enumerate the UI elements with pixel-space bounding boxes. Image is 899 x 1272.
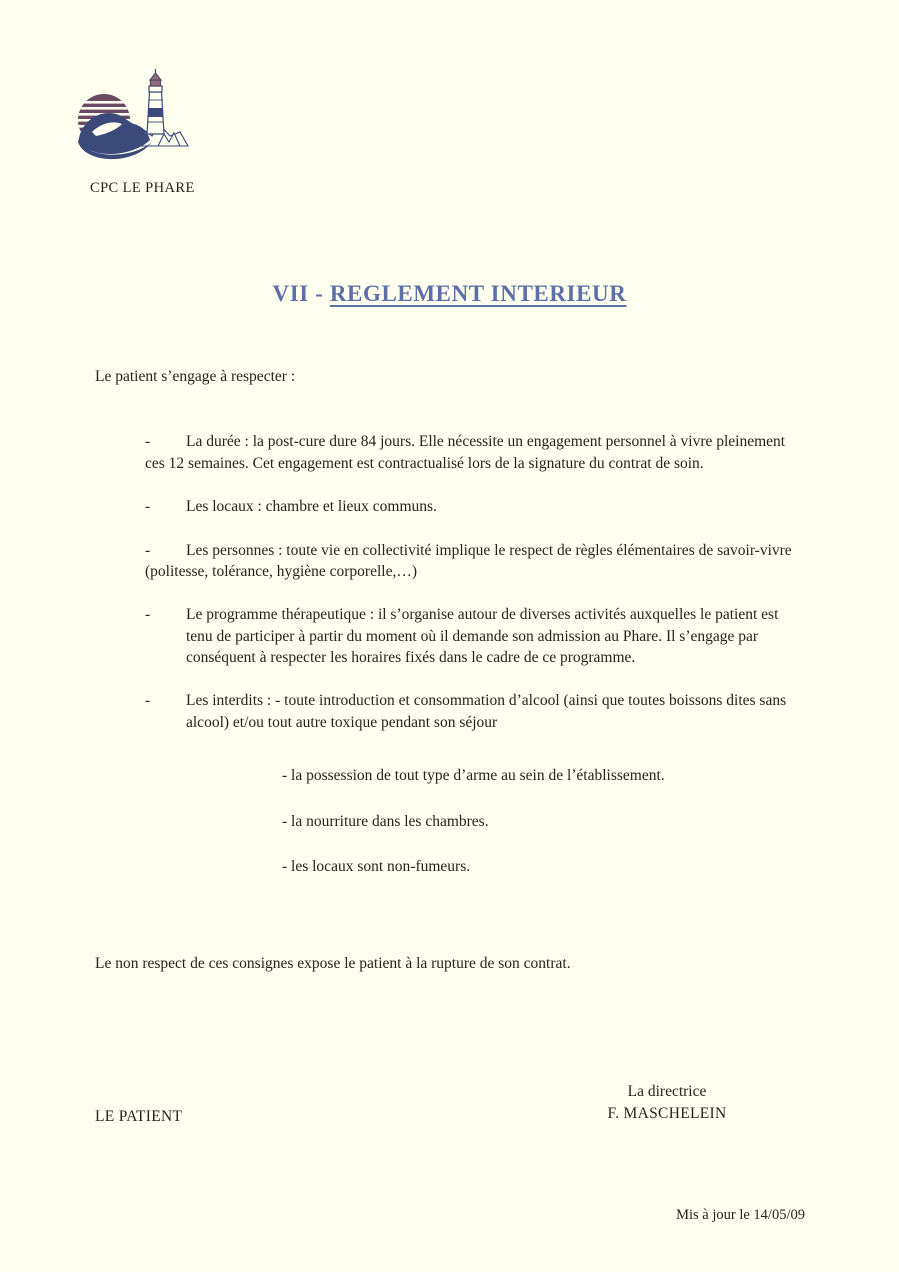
prohibitions-sublist <box>282 765 800 877</box>
list-item-text: Les personnes : toute vie en collectivité implique le respect de règles élémentaires de savoir-vivre (politesse, tolérance, hygiène corporelle,…) <box>145 541 792 580</box>
list-item <box>145 431 800 474</box>
director-signature <box>587 1083 747 1123</box>
list-item <box>145 604 800 668</box>
sublist-item: - les locaux sont non-fumeurs. <box>282 857 471 875</box>
director-role: La directrice <box>627 1083 707 1100</box>
list-item-text: Les locaux : chambre et lieux communs. <box>186 498 437 516</box>
lighthouse-sun-wave-logo <box>72 62 197 174</box>
title-number: VII - <box>272 281 330 307</box>
sublist-item: - la possession de tout type d’arme au sein de l’établissement. <box>282 767 665 785</box>
title-text: REGLEMENT INTERIEUR <box>329 281 627 307</box>
list-item-text: Le programme thérapeutique : il s’organise autour de diverses activités auxquelles le patient est tenu de participer à partir du moment où il demande son admission au Phare. Il s’engage par conséquent à respecter les horaires fixés dans le cadre de ce programme. <box>186 606 779 666</box>
closing-paragraph: Le non respect de ces consignes expose le patient à la rupture de son contrat. <box>95 955 571 972</box>
logo-caption: CPC LE PHARE <box>90 180 195 196</box>
sublist-item: - la nourriture dans les chambres. <box>282 812 489 830</box>
bullet-dash: - <box>145 541 151 559</box>
list-item-text: La durée : la post-cure dure 84 jours. Elle nécessite un engagement personnel à vivre pleinement ces 12 semaines. Cet engagement est contractualisé lors de la signature du contrat de soin. <box>145 433 786 472</box>
bullet-dash: - <box>145 433 151 451</box>
list-item <box>145 690 800 877</box>
page-title <box>0 281 899 307</box>
bullet-dash: - <box>145 692 151 710</box>
rules-list <box>145 431 800 877</box>
list-item-text: Les interdits : - toute introduction et consommation d’alcool (ainsi que toutes boissons dites sans alcool) et/ou tout autre toxique pendant son séjour <box>186 692 787 731</box>
director-name: F. MASCHELEIN <box>607 1105 727 1122</box>
patient-signature-label: LE PATIENT <box>95 1108 183 1125</box>
footer-updated-date: Mis à jour le 14/05/09 <box>676 1207 805 1223</box>
lead-paragraph: Le patient s’engage à respecter : <box>95 368 296 385</box>
bullet-dash: - <box>145 498 151 516</box>
document-body <box>95 366 805 877</box>
letterhead <box>68 62 298 197</box>
list-item <box>145 496 800 517</box>
list-item <box>145 540 800 583</box>
bullet-dash: - <box>145 606 151 624</box>
